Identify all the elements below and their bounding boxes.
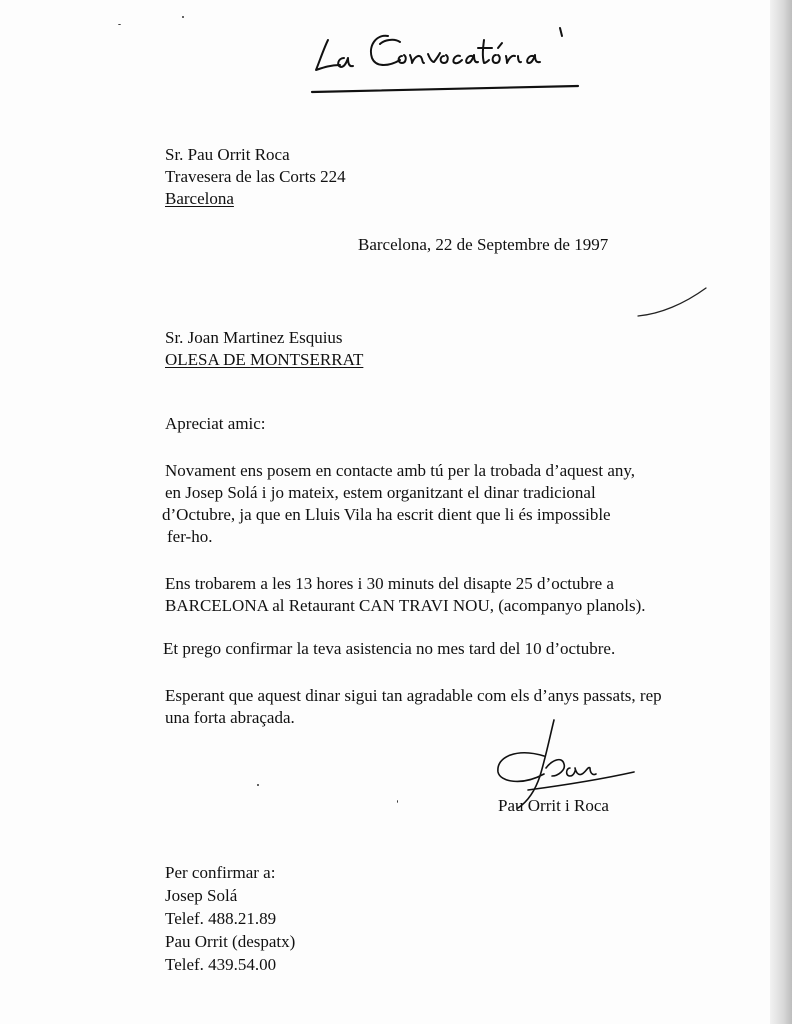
scan-speck xyxy=(397,800,398,803)
letter-date: Barcelona, 22 de Septembre de 1997 xyxy=(358,235,609,254)
pen-stroke-mark xyxy=(636,286,710,320)
body-p1-line: Novament ens posem en contacte amb tú per la trobada d’aquest any, xyxy=(165,461,636,480)
confirm-contact1-phone: Telef. 488.21.89 xyxy=(165,909,277,928)
confirm-heading: Per confirmar a: xyxy=(165,863,276,882)
body-p2-line: BARCELONA al Retaurant CAN TRAVI NOU, (acompanyo planols). xyxy=(165,596,646,615)
greeting: Apreciat amic: xyxy=(165,414,266,433)
scan-speck xyxy=(257,784,259,786)
body-p4-line: Esperant que aquest dinar sigui tan agradable com els d’anys passats, rep xyxy=(165,686,662,705)
scan-speck xyxy=(182,16,184,18)
scan-speck xyxy=(118,24,121,25)
recipient-name: Sr. Joan Martinez Esquius xyxy=(165,328,343,347)
body-p4-line: una forta abraçada. xyxy=(165,708,295,727)
confirm-contact1-name: Josep Solá xyxy=(165,886,238,905)
body-p3: Et prego confirmar la teva asistencia no mes tard del 10 d’octubre. xyxy=(163,639,616,658)
body-p1-line: d’Octubre, ja que en Lluis Vila ha escrit dient que li és impossible xyxy=(162,505,611,524)
sender-city: Barcelona xyxy=(165,189,234,208)
scan-edge-shadow xyxy=(770,0,792,1024)
confirm-contact2-phone: Telef. 439.54.00 xyxy=(165,955,277,974)
sender-name: Sr. Pau Orrit Roca xyxy=(165,145,290,164)
body-p2-line: Ens trobarem a les 13 hores i 30 minuts del disapte 25 d’octubre a xyxy=(165,574,614,593)
confirm-contact2-name: Pau Orrit (despatx) xyxy=(165,932,296,951)
body-p1-line: en Josep Solá i jo mateix, estem organitzant el dinar tradicional xyxy=(165,483,596,502)
handwritten-title xyxy=(310,18,590,98)
sender-street: Travesera de las Corts 224 xyxy=(165,167,346,186)
recipient-city: OLESA DE MONTSERRAT xyxy=(165,350,364,369)
body-p1-line: fer-ho. xyxy=(167,527,213,546)
signatory-name: Pau Orrit i Roca xyxy=(498,796,609,815)
